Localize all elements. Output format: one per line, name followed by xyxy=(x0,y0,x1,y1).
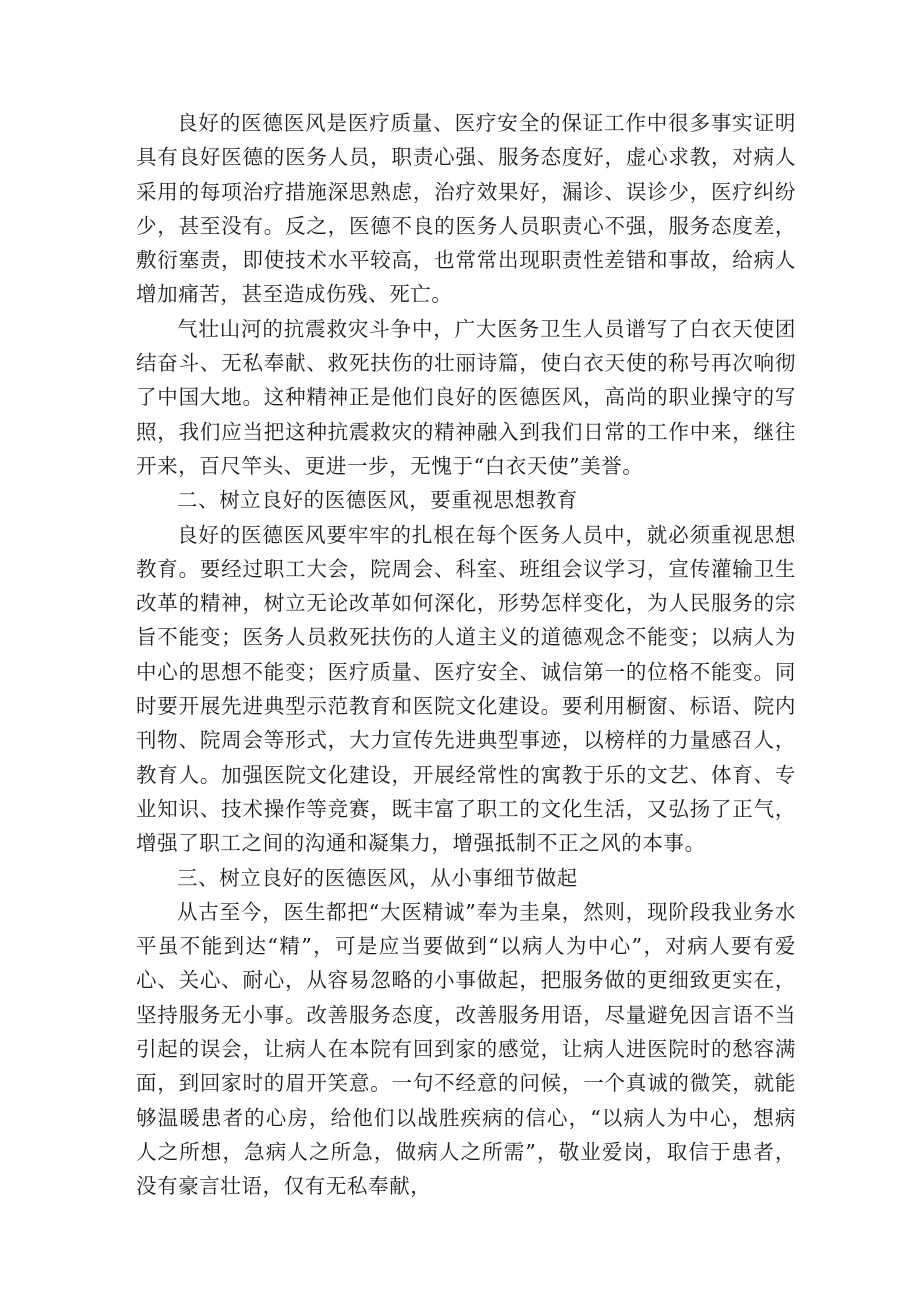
paragraph-earthquake-relief: 气壮山河的抗震救灾斗争中，广大医务卫生人员谱写了白衣天使团结奋斗、无私奉献、救死扶伤的壮丽诗篇，使白衣天使的称号再次响彻了中国大地。这种精神正是他们良好的医德医风，高尚的职业操守的写照，我们应当把这种抗震救灾的精神融入到我们日常的工作中来，继往开来，百尺竿头、更进一步，无愧于“白衣天使”美誉。 xyxy=(136,316,796,478)
paragraph-small-details: 从古至今，医生都把“大医精诚”奉为圭臬，然则，现阶段我业务水平虽不能到达“精”，可是应当要做到“以病人为中心”，对病人要有爱心、关心、耐心，从容易忽略的小事做起，把服务做的更细致更实在，坚持服务无小事。改善服务态度，改善服务用语，尽量避免因言语不当引起的误会，让病人在本院有回到家的感觉，让病人进医院时的愁容满面，到回家时的眉开笑意。一句不经意的问候，一个真诚的微笑，就能够温暖患者的心房，给他们以战胜疾病的信心，“以病人为中心，想病人之所想，急病人之所急，做病人之所需”，敬业爱岗，取信于患者，没有豪言壮语，仅有无私奉献， xyxy=(136,899,796,1199)
section-heading-small-details: 三、树立良好的医德医风，从小事细节做起 xyxy=(177,865,578,890)
paragraph-medical-ethics-quality: 良好的医德医风是医疗质量、医疗安全的保证工作中很多事实证明具有良好医德的医务人员，职责心强、服务态度好，虚心求教，对病人采用的每项治疗措施深思熟虑，治疗效果好，漏诊、误诊少，医疗纠纷少，甚至没有。反之，医德不良的医务人员职责心不强，服务态度差，敷衍塞责，即使技术水平较高，也常常出现职责性差错和事故，给病人增加痛苦，甚至造成伤残、死亡。 xyxy=(136,111,796,307)
document-body xyxy=(136,106,796,1204)
section-heading-ideological-education: 二、树立良好的医德医风，要重视思想教育 xyxy=(177,488,578,513)
paragraph-ideological-education: 良好的医德医风要牢牢的扎根在每个医务人员中，就必须重视思想教育。要经过职工大会，院周会、科室、班组会议学习，宣传灌输卫生改革的精神，树立无论改革如何深化，形势怎样变化，为人民服务的宗旨不能变；医务人员救死扶伤的人道主义的道德观念不能变；以病人为中心的思想不能变；医疗质量、医疗安全、诚信第一的位格不能变。同时要开展先进典型示范教育和医院文化建设。要利用橱窗、标语、院内刊物、院周会等形式，大力宣传先进典型事迹，以榜样的力量感召人，教育人。加强医院文化建设，开展经常性的寓教于乐的文艺、体育、专业知识、技术操作等竞赛，既丰富了职工的文化生活，又弘扬了正气，增强了职工之间的沟通和凝集力，增强抵制不正之风的本事。 xyxy=(136,522,796,856)
